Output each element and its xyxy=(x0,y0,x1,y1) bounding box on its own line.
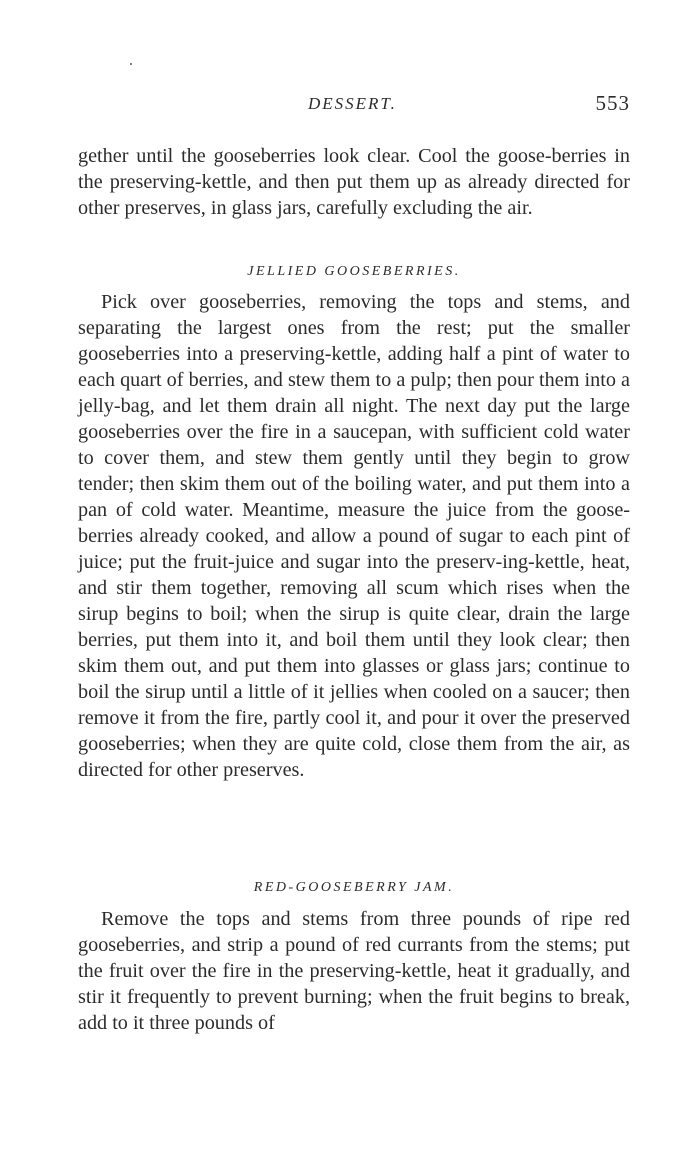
continuation-block xyxy=(78,143,630,221)
page-header xyxy=(78,88,630,128)
red-gooseberry-jam-block xyxy=(78,906,630,1036)
jellied-gooseberries-paragraph: Pick over gooseberries, removing the tops and stems, and separating the largest ones from the rest; put the smaller gooseberries into a preserving-kettle, adding half a pint of water to each quart of berries, and stew them to a pulp; then pour them into a jelly-bag, and let them drain all night. The next day put the large gooseberries over the fire in a saucepan, with sufficient cold water to cover them, and stew them gently until they begin to grow tender; then skim them out of the boiling water, and put them into a pan of cold water. Meantime, measure the juice from the goose-berries already cooked, and allow a pound of sugar to each pint of juice; put the fruit-juice and sugar into the preserv-ing-kettle, heat, and stir them together, removing all scum which rises when the sirup begins to boil; when the sirup is quite clear, drain the large berries, put them into it, and boil them until they look clear; then skim them out, and put them into glasses or glass jars; continue to boil the sirup until a little of it jellies when cooled on a saucer; then remove it from the fire, partly cool it, and pour it over the preserved gooseberries; when they are quite cold, close them from the air, as directed for other preserves. xyxy=(78,291,630,781)
continuation-paragraph: gether until the gooseberries look clear. Cool the goose-berries in the preserving-kettle, and then put them up as already directed for other preserves, in glass jars, carefully excluding the air. xyxy=(78,145,630,219)
red-gooseberry-jam-paragraph: Remove the tops and stems from three pounds of ripe red gooseberries, and strip a pound of red currants from the stems; put the fruit over the fire in the preserving-kettle, heat it gradually, and stir it frequently to prevent burning; when the fruit begins to break, add to it three pounds of xyxy=(78,908,630,1034)
running-head: DESSERT. xyxy=(308,94,397,113)
jellied-gooseberries-block xyxy=(78,289,630,783)
jellied-gooseberries-heading: JELLIED GOOSEBERRIES. xyxy=(247,264,461,279)
red-gooseberry-jam-heading: RED-GOOSEBERRY JAM. xyxy=(253,880,455,895)
print-speck xyxy=(130,63,132,65)
page-number: 553 xyxy=(595,91,630,115)
